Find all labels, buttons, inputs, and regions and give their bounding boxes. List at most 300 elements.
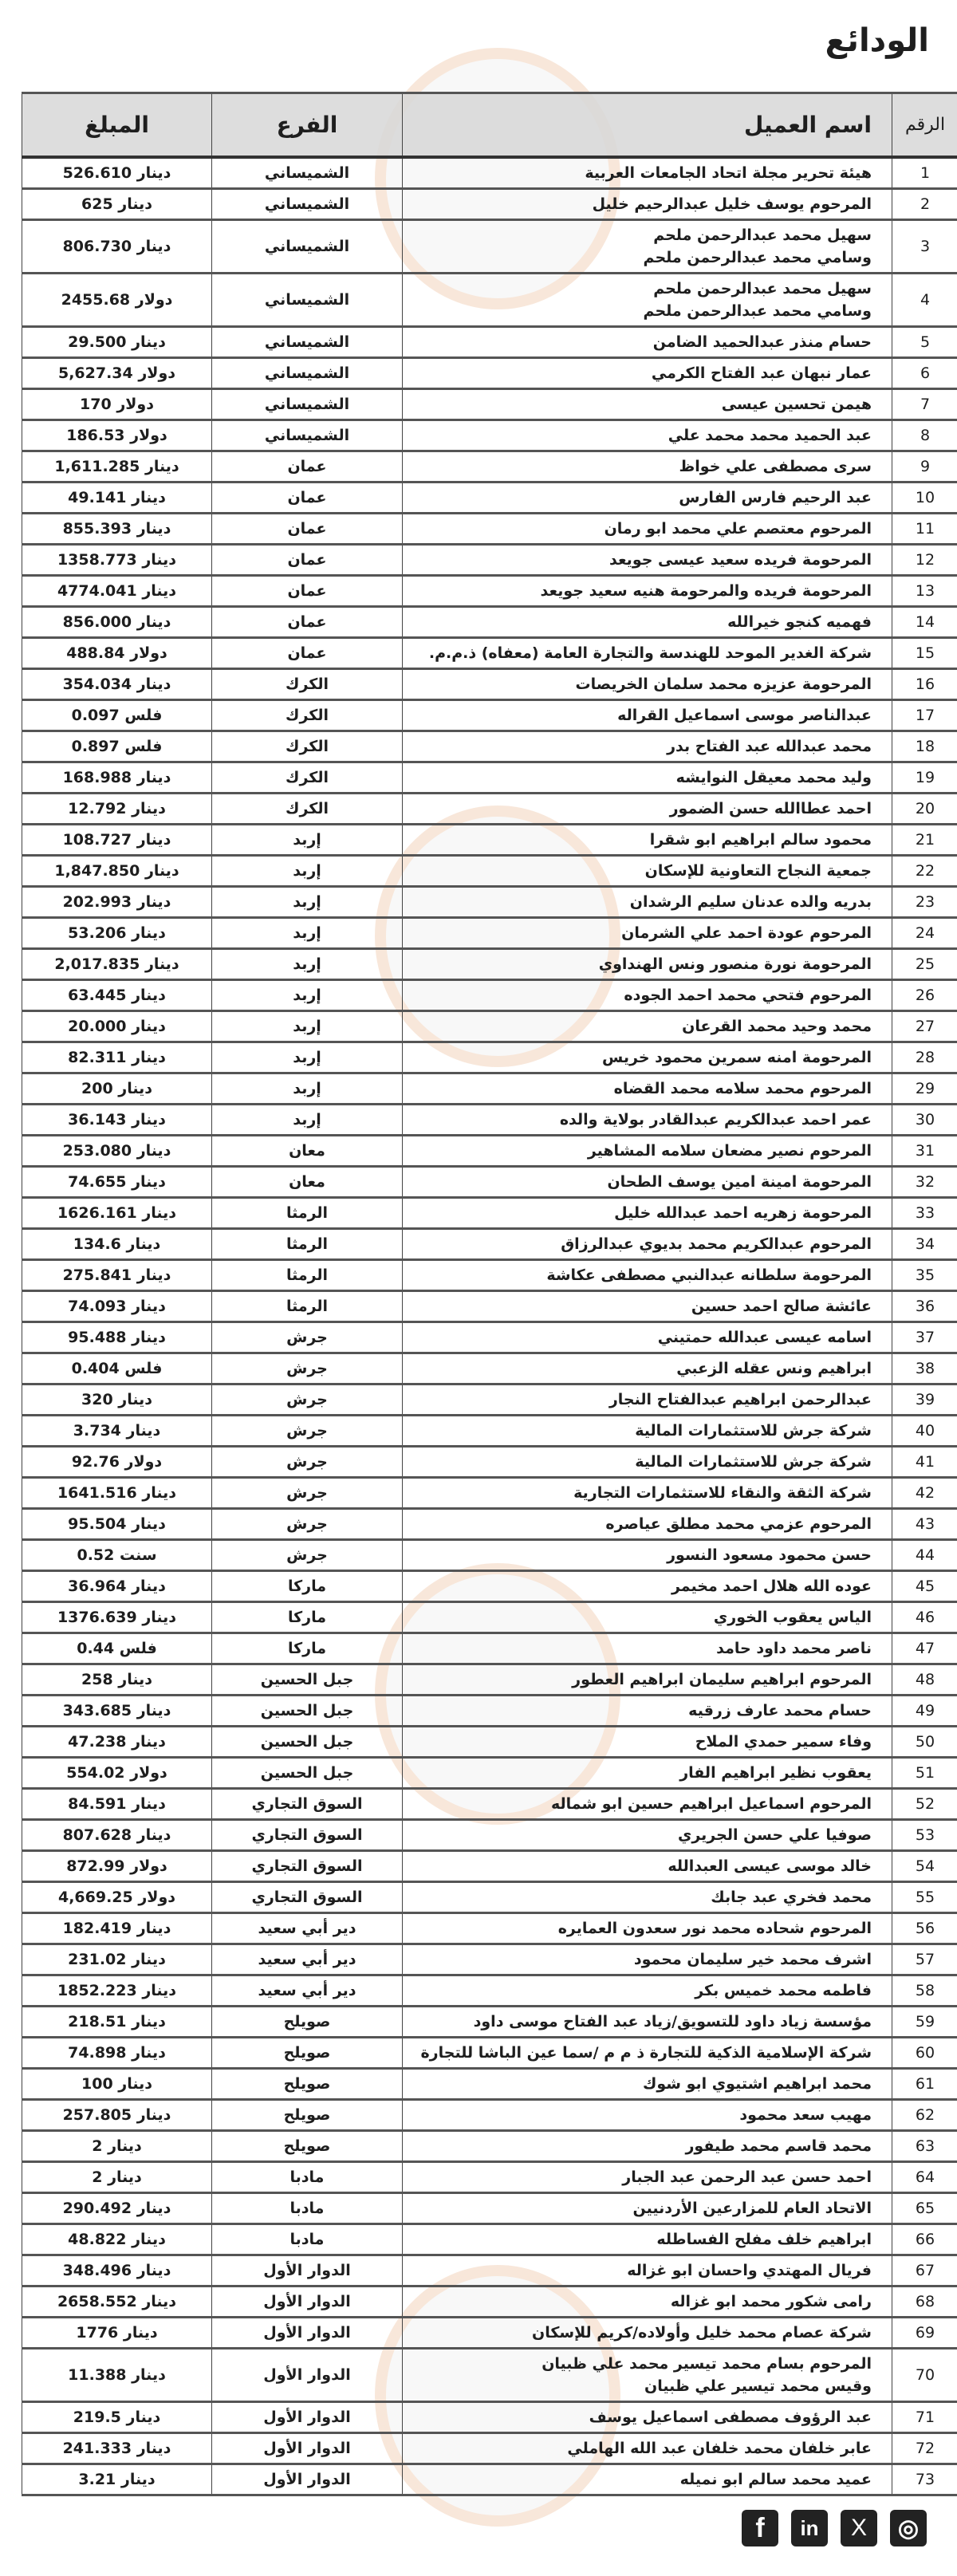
client-name: المرحوم عودة احمد علي الشرمان bbox=[621, 924, 872, 942]
deposit-amount: 29.500 دينار bbox=[68, 333, 166, 351]
branch-name: ماركا bbox=[287, 1640, 327, 1657]
branch-name-cell bbox=[212, 949, 403, 980]
branch-name: جرش bbox=[286, 1329, 328, 1346]
client-name-cell bbox=[403, 1291, 892, 1322]
deposit-amount: 290.492 دينار bbox=[62, 2200, 171, 2217]
deposit-amount-cell bbox=[22, 980, 212, 1011]
table-row bbox=[22, 887, 957, 918]
branch-name-cell bbox=[212, 700, 403, 731]
deposit-amount-cell bbox=[22, 2007, 212, 2038]
branch-name: جبل الحسين bbox=[260, 1671, 354, 1688]
row-number: 36 bbox=[915, 1298, 935, 1315]
client-name-cell bbox=[403, 2349, 892, 2402]
deposit-amount: 219.5 دينار bbox=[73, 2409, 161, 2426]
branch-name: الشميساني bbox=[264, 333, 350, 351]
branch-name-cell bbox=[212, 1820, 403, 1851]
table-row bbox=[22, 607, 957, 638]
table-row bbox=[22, 731, 957, 762]
table-row bbox=[22, 1758, 957, 1789]
row-number: 65 bbox=[915, 2200, 935, 2217]
branch-name-cell bbox=[212, 1416, 403, 1447]
deposit-amount: 168.988 دينار bbox=[62, 769, 171, 786]
deposit-amount-cell bbox=[22, 2318, 212, 2349]
branch-name-cell bbox=[212, 1882, 403, 1913]
branch-name: الدوار الأول bbox=[263, 2262, 351, 2279]
client-name-cell bbox=[403, 949, 892, 980]
branch-name-cell bbox=[212, 1633, 403, 1664]
row-number-cell bbox=[892, 794, 957, 825]
row-number: 64 bbox=[915, 2168, 935, 2186]
branch-name: معان bbox=[289, 1173, 325, 1191]
deposit-amount-cell bbox=[22, 1975, 212, 2007]
row-number: 67 bbox=[915, 2262, 935, 2279]
row-number-cell bbox=[892, 669, 957, 700]
branch-name: الرمثا bbox=[286, 1298, 329, 1315]
client-name-cell bbox=[403, 2433, 892, 2464]
branch-name: مادبا bbox=[289, 2231, 325, 2248]
table-row bbox=[22, 1353, 957, 1385]
branch-name: عمان bbox=[287, 520, 327, 538]
client-name-cell bbox=[403, 220, 892, 274]
client-name: مهيب سعد محمود bbox=[739, 2106, 872, 2124]
branch-name-cell bbox=[212, 220, 403, 274]
row-number-cell bbox=[892, 1136, 957, 1167]
table-body bbox=[22, 157, 957, 2495]
client-name: سهيل محمد عبدالرحمن ملحم وسامي محمد عبدالرحمن ملحم bbox=[643, 280, 872, 320]
branch-name: عمان bbox=[287, 613, 327, 631]
row-number: 41 bbox=[915, 1453, 935, 1471]
table-row bbox=[22, 2131, 957, 2162]
header-branch: الفرع bbox=[212, 93, 403, 158]
row-number: 4 bbox=[920, 291, 931, 309]
row-number: 43 bbox=[915, 1515, 935, 1533]
client-name-cell bbox=[403, 1198, 892, 1229]
deposit-amount: 74.093 دينار bbox=[68, 1298, 166, 1315]
deposit-amount-cell bbox=[22, 1789, 212, 1820]
deposit-amount: 488.84 دولار bbox=[66, 644, 167, 662]
row-number-cell bbox=[892, 825, 957, 856]
facebook-icon[interactable]: f bbox=[742, 2510, 778, 2546]
table-row bbox=[22, 1664, 957, 1696]
deposit-amount: 2658.552 دينار bbox=[57, 2293, 177, 2310]
deposit-amount-cell bbox=[22, 700, 212, 731]
branch-name-cell bbox=[212, 794, 403, 825]
branch-name: عمان bbox=[287, 458, 327, 475]
branch-name-cell bbox=[212, 1073, 403, 1105]
table-row bbox=[22, 2224, 957, 2255]
client-name-cell bbox=[403, 2224, 892, 2255]
client-name-cell bbox=[403, 358, 892, 389]
row-number-cell bbox=[892, 1789, 957, 1820]
client-name: وفاء سمير حمدي الملاح bbox=[695, 1733, 872, 1751]
branch-name-cell bbox=[212, 1851, 403, 1882]
branch-name-cell bbox=[212, 1353, 403, 1385]
client-name: هيئة تحرير مجلة اتحاد الجامعات العربية bbox=[585, 164, 872, 182]
deposit-amount: 0.404 فلس bbox=[71, 1360, 163, 1377]
deposit-amount: 82.311 دينار bbox=[68, 1049, 166, 1066]
deposit-amount: 3.734 دينار bbox=[73, 1422, 161, 1440]
deposit-amount: 100 دينار bbox=[81, 2075, 152, 2093]
row-number-cell bbox=[892, 2193, 957, 2224]
table-row bbox=[22, 1291, 957, 1322]
client-name: فهميه كنجو خيرالله bbox=[727, 613, 872, 631]
client-name: المرحومة فريده سعيد عيسى جويعد bbox=[608, 551, 872, 569]
deposit-amount-cell bbox=[22, 389, 212, 420]
client-name: المرحومة زهريه احمد عبدالله خليل bbox=[614, 1204, 872, 1222]
branch-name: السوق التجاري bbox=[251, 1857, 363, 1875]
row-number: 60 bbox=[915, 2044, 935, 2062]
deposit-amount-cell bbox=[22, 1664, 212, 1696]
branch-name: جرش bbox=[286, 1515, 328, 1533]
deposit-amount-cell bbox=[22, 451, 212, 483]
row-number-cell bbox=[892, 2100, 957, 2131]
row-number: 32 bbox=[915, 1173, 935, 1191]
deposit-amount: 241.333 دينار bbox=[62, 2440, 171, 2457]
table-row bbox=[22, 1913, 957, 1944]
branch-name-cell bbox=[212, 669, 403, 700]
branch-name-cell bbox=[212, 2224, 403, 2255]
deposit-amount: 202.993 دينار bbox=[62, 893, 171, 911]
client-name: محمد فخري عبد جابك bbox=[711, 1889, 872, 1906]
row-number-cell bbox=[892, 1602, 957, 1633]
deposit-amount-cell bbox=[22, 2193, 212, 2224]
client-name-cell bbox=[403, 700, 892, 731]
deposit-amount-cell bbox=[22, 1913, 212, 1944]
branch-name-cell bbox=[212, 451, 403, 483]
client-name: المرحومة فريده والمرحومة هنيه سعيد جويعد bbox=[540, 582, 872, 600]
row-number: 56 bbox=[915, 1920, 935, 1937]
deposit-amount: 74.655 دينار bbox=[68, 1173, 166, 1191]
client-name-cell bbox=[403, 1633, 892, 1664]
row-number-cell bbox=[892, 638, 957, 669]
row-number-cell bbox=[892, 220, 957, 274]
client-name: المرحوم معتصم علي محمد ابو رمان bbox=[604, 520, 872, 538]
client-name-cell bbox=[403, 545, 892, 576]
deposit-amount: 84.591 دينار bbox=[68, 1795, 166, 1813]
deposit-amount-cell bbox=[22, 949, 212, 980]
branch-name: الدوار الأول bbox=[263, 2366, 351, 2384]
branch-name-cell bbox=[212, 1198, 403, 1229]
branch-name-cell bbox=[212, 2131, 403, 2162]
table-row bbox=[22, 1229, 957, 1260]
row-number-cell bbox=[892, 1385, 957, 1416]
deposit-amount: 0.52 سنت bbox=[77, 1546, 157, 1564]
deposit-amount-cell bbox=[22, 731, 212, 762]
client-name-cell bbox=[403, 1042, 892, 1073]
client-name-cell bbox=[403, 1416, 892, 1447]
deposit-amount: 4774.041 دينار bbox=[57, 582, 177, 600]
deposit-amount: 49.141 دينار bbox=[68, 489, 166, 506]
branch-name-cell bbox=[212, 825, 403, 856]
client-name: مؤسسة زياد داود للتسويق/زياد عبد الفتاح موسى داود bbox=[473, 2013, 872, 2030]
branch-name-cell bbox=[212, 1789, 403, 1820]
client-name-cell bbox=[403, 856, 892, 887]
branch-name-cell bbox=[212, 2402, 403, 2433]
deposit-amount-cell bbox=[22, 1602, 212, 1633]
client-name: سهيل محمد عبدالرحمن ملحم وسامي محمد عبدالرحمن ملحم bbox=[643, 226, 872, 266]
deposit-amount-cell bbox=[22, 1291, 212, 1322]
deposit-amount: 92.76 دولار bbox=[71, 1453, 163, 1471]
client-name: محمد قاسم محمد طيفور bbox=[685, 2137, 872, 2155]
deposit-amount: 526.610 دينار bbox=[62, 164, 171, 182]
client-name: محمد وحيد محمد القرعان bbox=[682, 1018, 872, 1035]
branch-name-cell bbox=[212, 576, 403, 607]
client-name: المرحوم بسام محمد تيسير محمد علي ظبيان وقيس محمد تيسير علي ظبيان bbox=[542, 2355, 872, 2395]
row-number-cell bbox=[892, 2402, 957, 2433]
client-name: شركة الغدير الموحد للهندسة والتجارة العامة (معفاه) ذ.م.م. bbox=[428, 644, 872, 662]
client-name: محمد ابراهيم اشتيوي ابو شوك bbox=[642, 2075, 872, 2093]
branch-name: إربد bbox=[293, 987, 321, 1004]
deposit-amount: 182.419 دينار bbox=[62, 1920, 171, 1937]
deposit-amount-cell bbox=[22, 1882, 212, 1913]
table-row bbox=[22, 483, 957, 514]
table-row bbox=[22, 189, 957, 220]
row-number-cell bbox=[892, 1571, 957, 1602]
row-number: 70 bbox=[915, 2366, 935, 2384]
table-row bbox=[22, 274, 957, 327]
client-name-cell bbox=[403, 327, 892, 358]
branch-name-cell bbox=[212, 1509, 403, 1540]
client-name: ابراهيم خلف مفلح الفساطله bbox=[656, 2231, 872, 2248]
social-links bbox=[742, 2510, 927, 2546]
deposit-amount-cell bbox=[22, 2402, 212, 2433]
deposit-amount: 1852.223 دينار bbox=[57, 1982, 177, 1999]
deposit-amount: 74.898 دينار bbox=[68, 2044, 166, 2062]
client-name: عائشة صالح احمد حسين bbox=[691, 1298, 872, 1315]
row-number-cell bbox=[892, 1322, 957, 1353]
client-name: المرحوم نصير مضعان سلامه المشاهير bbox=[587, 1142, 872, 1160]
branch-name-cell bbox=[212, 980, 403, 1011]
row-number: 18 bbox=[915, 738, 935, 755]
deposit-amount-cell bbox=[22, 1820, 212, 1851]
client-name-cell bbox=[403, 157, 892, 189]
client-name: المرحومة نورة منصور ونس الهنداوي bbox=[598, 955, 872, 973]
client-name: سرى مصطفى علي خواظ bbox=[679, 458, 872, 475]
deposit-amount: 36.143 دينار bbox=[68, 1111, 166, 1128]
branch-name-cell bbox=[212, 1975, 403, 2007]
deposit-amount: 1,847.850 دينار bbox=[54, 862, 179, 880]
deposit-amount-cell bbox=[22, 545, 212, 576]
row-number: 35 bbox=[915, 1266, 935, 1284]
client-name: المرحوم شحاده محمد نور سعدون العمايره bbox=[557, 1920, 872, 1937]
row-number: 63 bbox=[915, 2137, 935, 2155]
branch-name-cell bbox=[212, 1011, 403, 1042]
deposit-amount-cell bbox=[22, 1758, 212, 1789]
client-name: المرحومة سلطانه عبدالنبي مصطفى عكاشة bbox=[546, 1266, 872, 1284]
row-number-cell bbox=[892, 1353, 957, 1385]
client-name: شركة الثقة والنقاء للاستثمارات التجارية bbox=[573, 1484, 872, 1502]
client-name: عبدالرحمن ابراهيم عبدالفتاح النجار bbox=[608, 1391, 872, 1408]
row-number-cell bbox=[892, 1633, 957, 1664]
row-number-cell bbox=[892, 1042, 957, 1073]
row-number: 39 bbox=[915, 1391, 935, 1408]
branch-name-cell bbox=[212, 389, 403, 420]
client-name-cell bbox=[403, 189, 892, 220]
table-row bbox=[22, 1011, 957, 1042]
row-number: 5 bbox=[920, 333, 931, 351]
row-number: 27 bbox=[915, 1018, 935, 1035]
table-row bbox=[22, 220, 957, 274]
header-client-name: اسم العميل bbox=[403, 93, 892, 158]
row-number-cell bbox=[892, 2069, 957, 2100]
x-icon[interactable]: X bbox=[841, 2510, 877, 2546]
table-row bbox=[22, 980, 957, 1011]
branch-name: مادبا bbox=[289, 2168, 325, 2186]
row-number: 16 bbox=[915, 676, 935, 693]
deposit-amount-cell bbox=[22, 1478, 212, 1509]
client-name: فاطمه محمد خميس بكر bbox=[695, 1982, 872, 1999]
client-name: حسام منذر عبدالحميد الضامن bbox=[652, 333, 872, 351]
row-number: 21 bbox=[915, 831, 935, 849]
client-name-cell bbox=[403, 483, 892, 514]
branch-name: الشميساني bbox=[264, 291, 350, 309]
deposit-amount: 1641.516 دينار bbox=[57, 1484, 177, 1502]
branch-name-cell bbox=[212, 1478, 403, 1509]
deposit-amount-cell bbox=[22, 1073, 212, 1105]
deposit-amount: 1,611.285 دينار bbox=[54, 458, 179, 475]
branch-name-cell bbox=[212, 514, 403, 545]
deposit-amount: 257.805 دينار bbox=[62, 2106, 171, 2124]
deposit-amount: 134.6 دينار bbox=[73, 1235, 161, 1253]
branch-name-cell bbox=[212, 638, 403, 669]
client-name: وليد محمد معيقل النوايشه bbox=[675, 769, 872, 786]
deposit-amount: 11.388 دينار bbox=[68, 2366, 166, 2384]
row-number-cell bbox=[892, 887, 957, 918]
branch-name-cell bbox=[212, 1385, 403, 1416]
deposit-amount-cell bbox=[22, 2100, 212, 2131]
client-name: المرحومة امنه سمرين محمود خريس bbox=[602, 1049, 872, 1066]
client-name: صوفيا علي حسن الجريري bbox=[677, 1826, 872, 1844]
deposit-amount-cell bbox=[22, 918, 212, 949]
client-name-cell bbox=[403, 2038, 892, 2069]
client-name: يعقوب نظير ابراهيم الفار bbox=[679, 1764, 872, 1782]
deposit-amount-cell bbox=[22, 669, 212, 700]
deposit-amount-cell bbox=[22, 2131, 212, 2162]
row-number-cell bbox=[892, 389, 957, 420]
branch-name: الدوار الأول bbox=[263, 2324, 351, 2342]
client-name-cell bbox=[403, 1789, 892, 1820]
deposit-amount: 0.897 فلس bbox=[71, 738, 163, 755]
client-name-cell bbox=[403, 1136, 892, 1167]
row-number: 17 bbox=[915, 707, 935, 724]
table-row bbox=[22, 1198, 957, 1229]
client-name: المرحومة امينة امين يوسف الطحان bbox=[607, 1173, 872, 1191]
header-number: الرقم bbox=[892, 93, 957, 158]
deposit-amount: 47.238 دينار bbox=[68, 1733, 166, 1751]
branch-name-cell bbox=[212, 1696, 403, 1727]
client-name: احمد عطاالله حسن الضمور bbox=[669, 800, 872, 817]
branch-name-cell bbox=[212, 1913, 403, 1944]
table-row bbox=[22, 514, 957, 545]
row-number-cell bbox=[892, 1696, 957, 1727]
table-row bbox=[22, 1322, 957, 1353]
table-row bbox=[22, 918, 957, 949]
deposit-amount-cell bbox=[22, 1540, 212, 1571]
deposit-amount-cell bbox=[22, 1509, 212, 1540]
branch-name-cell bbox=[212, 2318, 403, 2349]
row-number: 23 bbox=[915, 893, 935, 911]
table-row bbox=[22, 1260, 957, 1291]
row-number: 62 bbox=[915, 2106, 935, 2124]
branch-name: دير أبي سعيد bbox=[258, 1951, 356, 1968]
row-number: 11 bbox=[915, 520, 935, 538]
client-name: عمر احمد عبدالكريم عبدالقادر بولاية والده bbox=[559, 1111, 872, 1128]
row-number: 12 bbox=[915, 551, 935, 569]
deposit-amount: 20.000 دينار bbox=[68, 1018, 166, 1035]
branch-name: دير أبي سعيد bbox=[258, 1920, 356, 1937]
branch-name-cell bbox=[212, 1291, 403, 1322]
deposit-amount-cell bbox=[22, 2069, 212, 2100]
table-row bbox=[22, 2433, 957, 2464]
deposit-amount: 2455.68 دولار bbox=[61, 291, 173, 309]
instagram-icon[interactable]: ◎ bbox=[890, 2510, 927, 2546]
table-row bbox=[22, 389, 957, 420]
branch-name-cell bbox=[212, 887, 403, 918]
client-name-cell bbox=[403, 1882, 892, 1913]
row-number-cell bbox=[892, 2464, 957, 2495]
branch-name: الشميساني bbox=[264, 427, 350, 444]
header-amount: المبلغ bbox=[22, 93, 212, 158]
client-name: شركة الإسلامية الذكية للتجارة ذ م م /سما عين الباشا للتجارة bbox=[420, 2044, 872, 2062]
branch-name: جبل الحسين bbox=[260, 1733, 354, 1751]
deposit-amount-cell bbox=[22, 1167, 212, 1198]
deposit-amount-cell bbox=[22, 1851, 212, 1882]
row-number-cell bbox=[892, 189, 957, 220]
branch-name-cell bbox=[212, 2433, 403, 2464]
client-name-cell bbox=[403, 1478, 892, 1509]
branch-name-cell bbox=[212, 483, 403, 514]
table-row bbox=[22, 1136, 957, 1167]
deposit-amount: 200 دينار bbox=[81, 1080, 152, 1097]
table-row bbox=[22, 825, 957, 856]
row-number-cell bbox=[892, 2131, 957, 2162]
deposit-amount: 0.097 فلس bbox=[71, 707, 163, 724]
row-number-cell bbox=[892, 2038, 957, 2069]
deposit-amount: 807.628 دينار bbox=[62, 1826, 171, 1844]
client-name: المرحوم اسماعيل ابراهيم حسين ابو شماله bbox=[550, 1795, 872, 1813]
row-number-cell bbox=[892, 545, 957, 576]
table-row bbox=[22, 2349, 957, 2402]
deposit-amount: 2,017.835 دينار bbox=[54, 955, 179, 973]
deposit-amount-cell bbox=[22, 856, 212, 887]
client-name: عبد الرؤوف مصطفى اسماعيل يوسف bbox=[589, 2409, 872, 2426]
row-number: 73 bbox=[915, 2471, 935, 2488]
linkedin-icon[interactable]: in bbox=[791, 2510, 828, 2546]
branch-name: إربد bbox=[293, 955, 321, 973]
branch-name: إربد bbox=[293, 1080, 321, 1097]
branch-name-cell bbox=[212, 1105, 403, 1136]
deposit-amount-cell bbox=[22, 1198, 212, 1229]
row-number: 14 bbox=[915, 613, 935, 631]
branch-name-cell bbox=[212, 358, 403, 389]
branch-name: الكرك bbox=[286, 707, 329, 724]
row-number-cell bbox=[892, 2286, 957, 2318]
table-row bbox=[22, 2069, 957, 2100]
row-number-cell bbox=[892, 1540, 957, 1571]
deposit-amount: 320 دينار bbox=[81, 1391, 152, 1408]
deposit-amount: 1626.161 دينار bbox=[57, 1204, 177, 1222]
client-name-cell bbox=[403, 2255, 892, 2286]
branch-name: إربد bbox=[293, 893, 321, 911]
row-number-cell bbox=[892, 327, 957, 358]
deposit-amount-cell bbox=[22, 2038, 212, 2069]
row-number-cell bbox=[892, 1447, 957, 1478]
deposit-amount-cell bbox=[22, 1322, 212, 1353]
client-name-cell bbox=[403, 514, 892, 545]
deposit-amount-cell bbox=[22, 825, 212, 856]
row-number-cell bbox=[892, 2224, 957, 2255]
table-row bbox=[22, 358, 957, 389]
